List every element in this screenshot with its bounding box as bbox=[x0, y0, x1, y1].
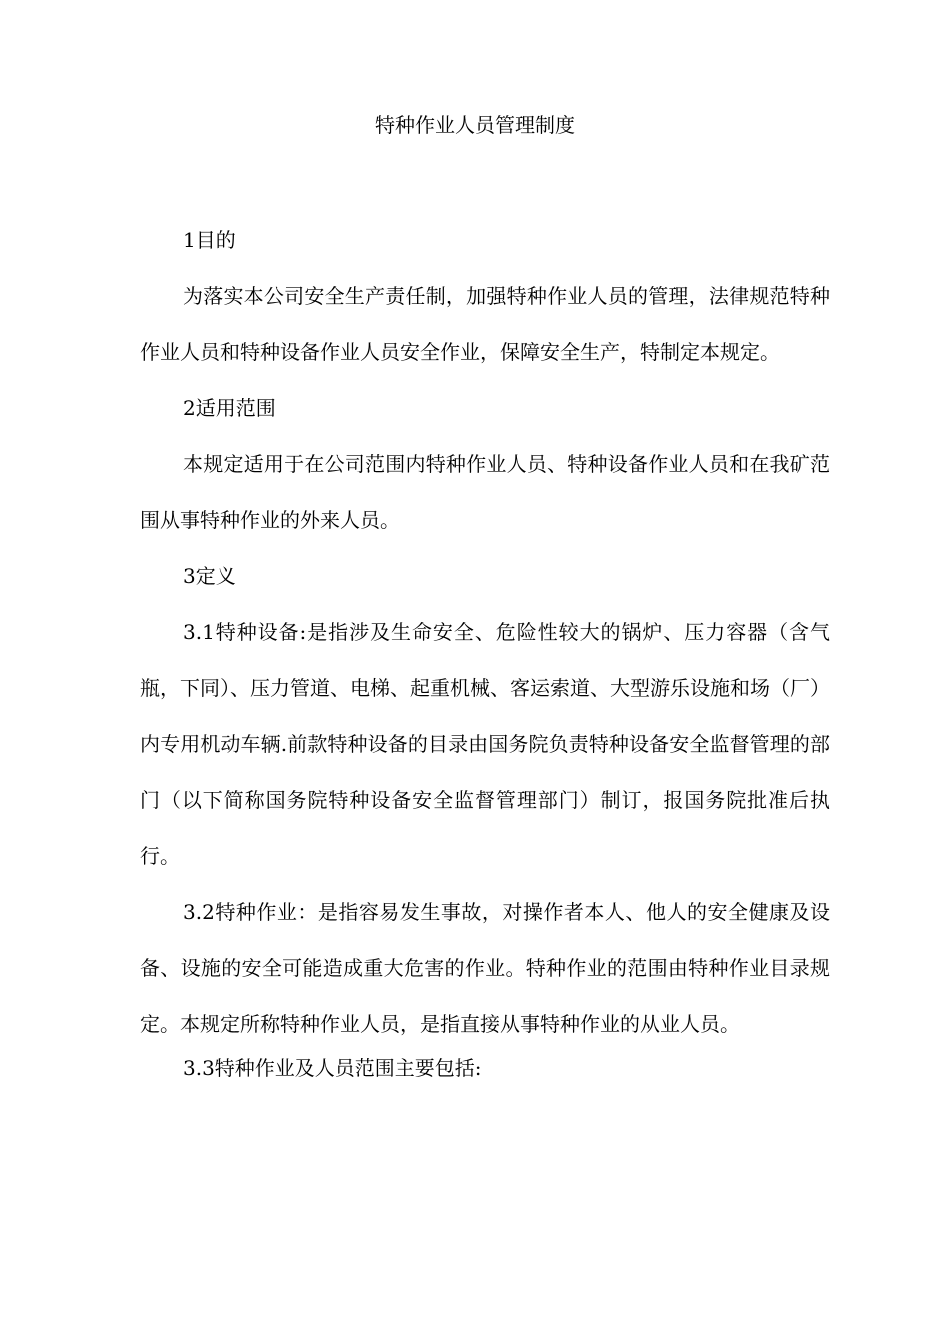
document-body bbox=[140, 212, 830, 1096]
paragraph-definition-3-1: 3.1特种设备:是指涉及生命安全、危险性较大的锅炉、压力容器（含气瓶，下同）、压力管道、电梯、起重机械、客运索道、大型游乐设施和场（厂）内专用机动车辆.前款特种设备的目录由国务院负责特种设备安全监督管理的部门（以下简称国务院特种设备安全监督管理部门）制订，报国务院批准后执行。 bbox=[140, 620, 830, 868]
paragraph-scope: 本规定适用于在公司范围内特种作业人员、特种设备作业人员和在我矿范围从事特种作业的外来人员。 bbox=[140, 452, 830, 532]
heading-definitions: 3定义 bbox=[183, 564, 236, 588]
heading-purpose: 1目的 bbox=[183, 228, 236, 252]
paragraph-definition-3-2: 3.2特种作业：是指容易发生事故，对操作者本人、他人的安全健康及设备、设施的安全可能造成重大危害的作业。特种作业的范围由特种作业目录规定。本规定所称特种作业人员，是指直接从事特种作业的从业人员。 bbox=[140, 900, 830, 1036]
paragraph-purpose: 为落实本公司安全生产责任制，加强特种作业人员的管理，法律规范特种作业人员和特种设备作业人员安全作业，保障安全生产，特制定本规定。 bbox=[140, 284, 830, 364]
heading-scope: 2适用范围 bbox=[183, 396, 276, 420]
document-title: 特种作业人员管理制度 bbox=[375, 113, 575, 137]
paragraph-definition-3-3: 3.3特种作业及人员范围主要包括: bbox=[183, 1056, 482, 1080]
